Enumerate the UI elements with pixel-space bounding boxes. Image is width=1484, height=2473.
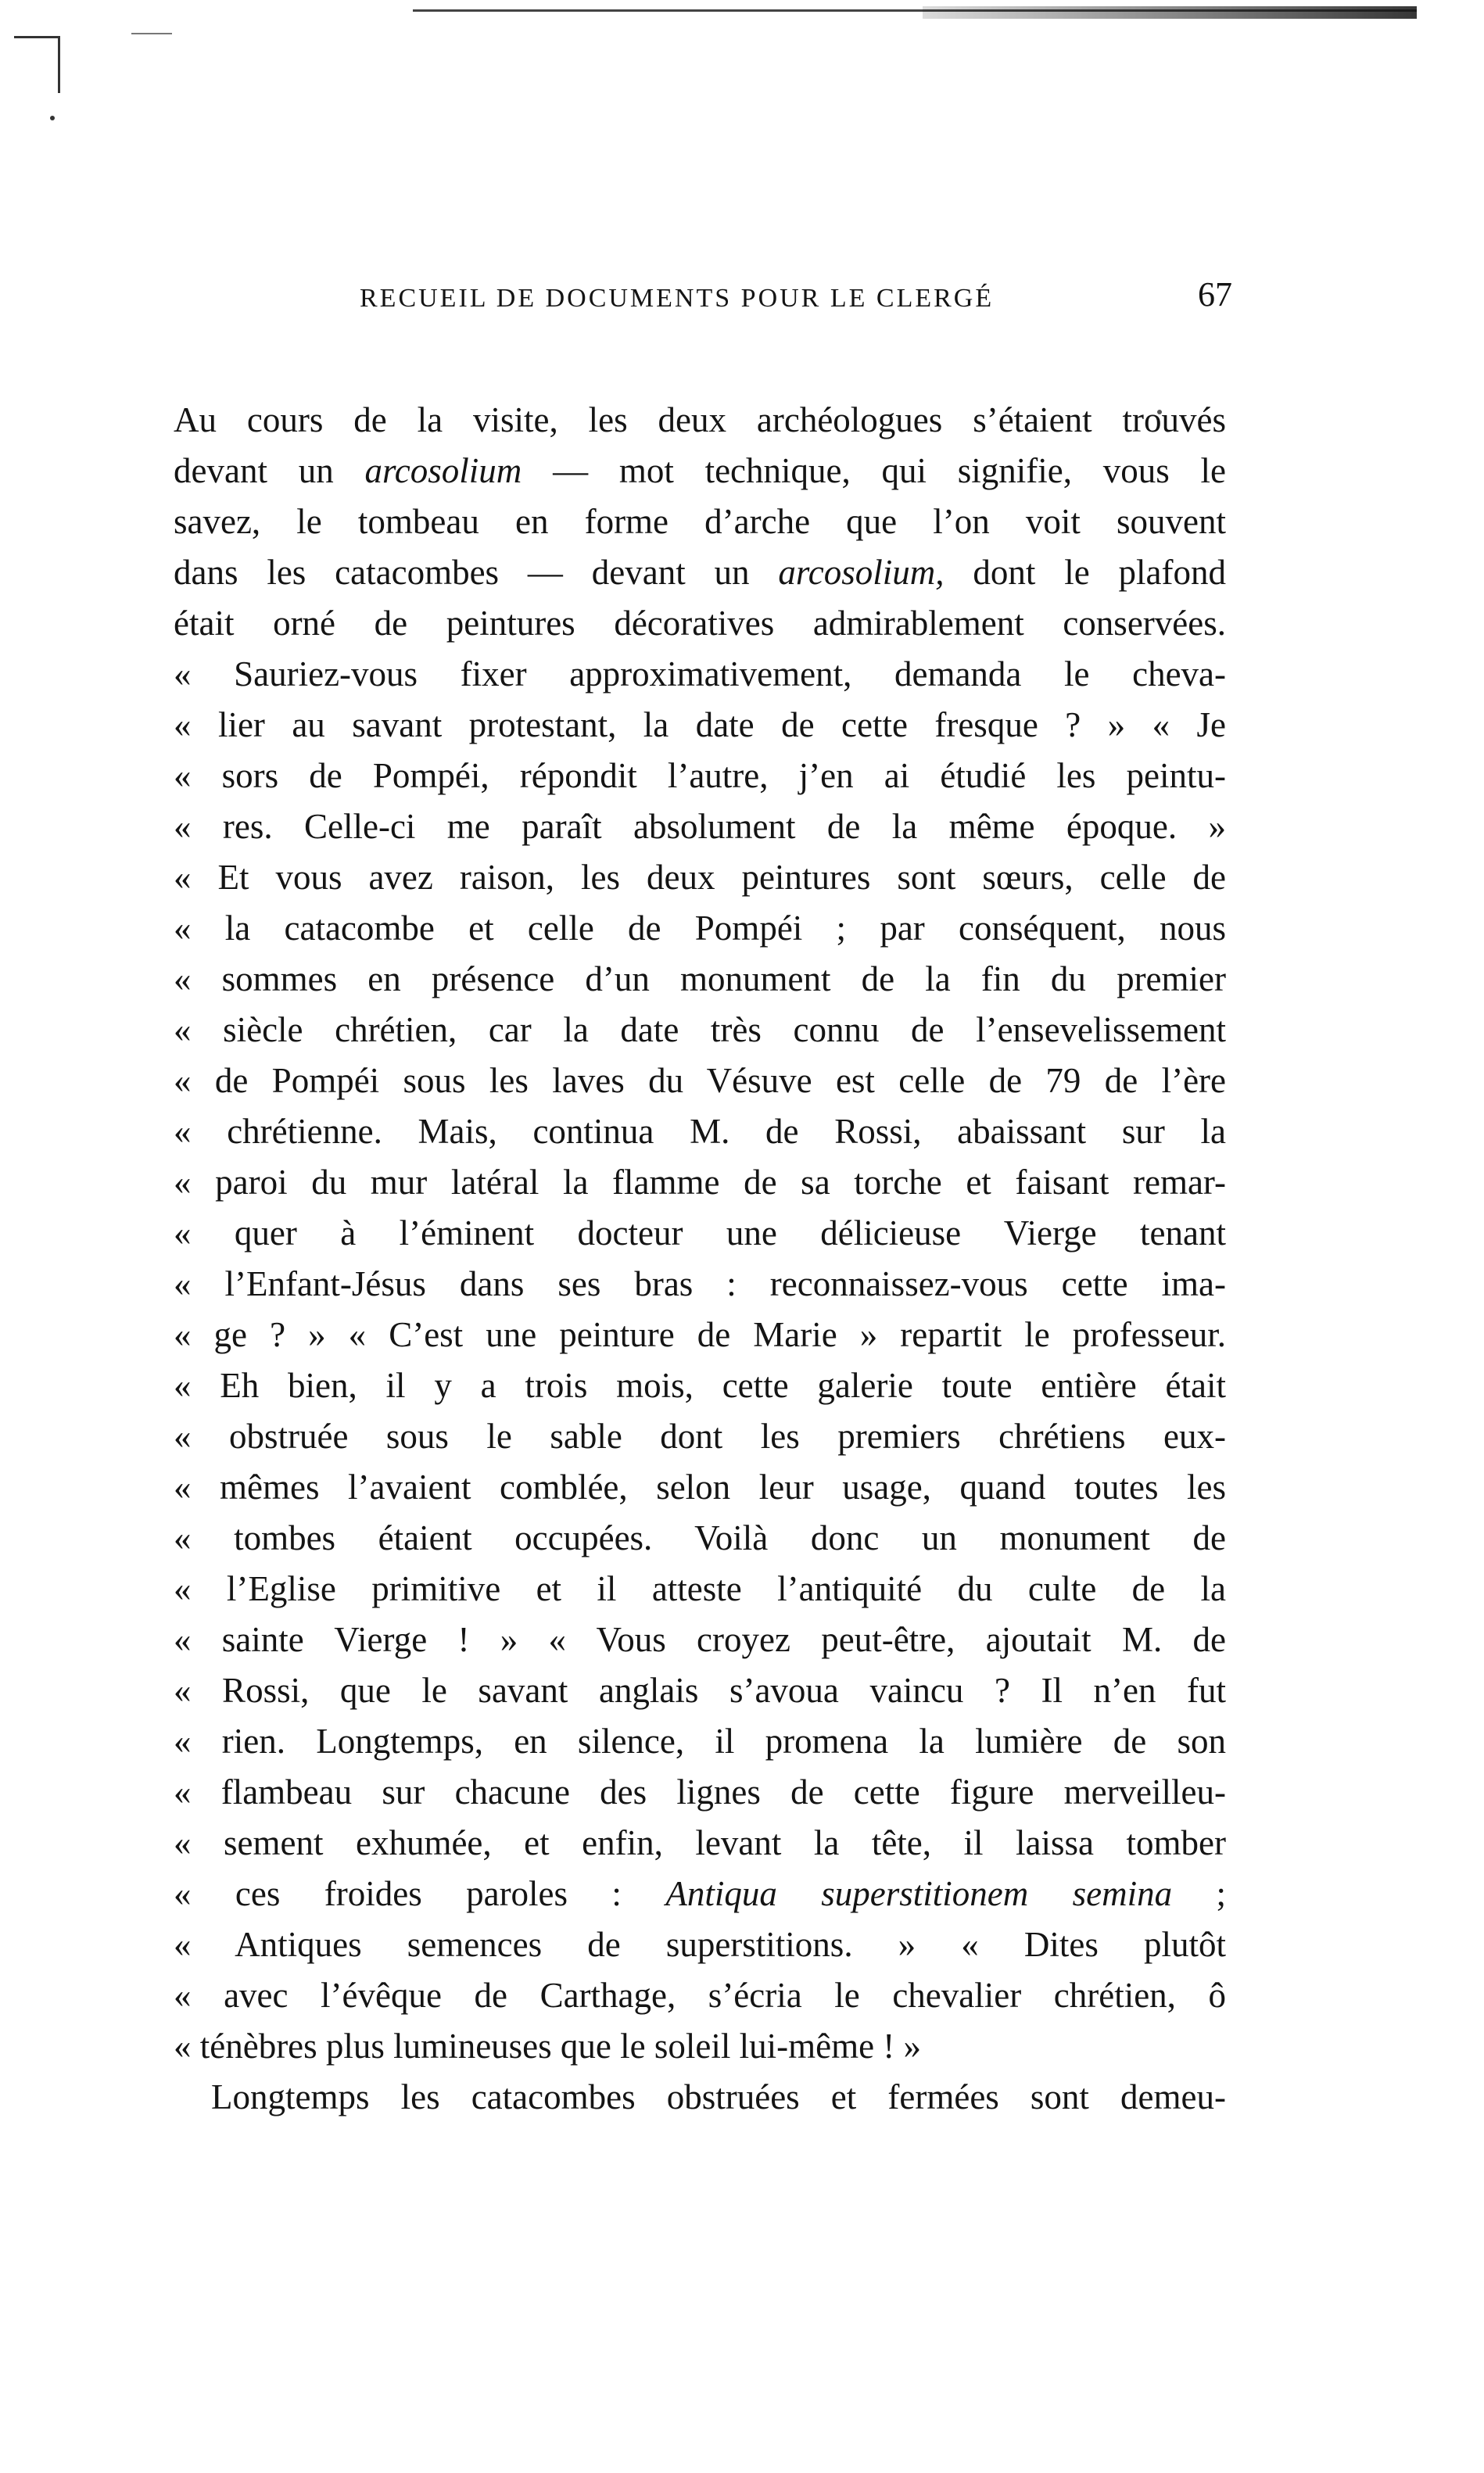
text-line bbox=[174, 1818, 1226, 1869]
text-run: « l’Eglise primitive et il atteste l’antiquité du culte de la bbox=[174, 1569, 1226, 1608]
text-run: « de Pompéi sous les laves du Vésuve est celle de 79 de l’ère bbox=[174, 1061, 1226, 1100]
text-line bbox=[174, 1106, 1226, 1157]
text-run: « l’Enfant-Jésus dans ses bras : reconnaissez-vous cette ima- bbox=[174, 1264, 1226, 1303]
text-line bbox=[174, 1056, 1226, 1106]
text-run: « chrétienne. Mais, continua M. de Rossi, abaissant sur la bbox=[174, 1112, 1226, 1151]
text-line bbox=[174, 1919, 1226, 1970]
text-line bbox=[174, 1869, 1226, 1919]
italic-term: arcosolium bbox=[364, 451, 522, 490]
text-run: « ténèbres plus lumineuses que le soleil lui-même ! » bbox=[174, 2027, 922, 2066]
text-run: « quer à l’éminent docteur une délicieuse Vierge tenant bbox=[174, 1213, 1226, 1253]
text-run: « sors de Pompéi, répondit l’autre, j’en ai étudié les peintu- bbox=[174, 756, 1226, 795]
text-line bbox=[174, 1411, 1226, 1462]
text-run: dans les catacombes — devant un bbox=[174, 553, 779, 592]
text-run: dont le plafond bbox=[944, 553, 1226, 592]
text-line bbox=[174, 1716, 1226, 1767]
text-run: « obstruée sous le sable dont les premiers chrétiens eux- bbox=[174, 1417, 1226, 1456]
body-text bbox=[174, 395, 1226, 2123]
italic-term: Antiqua superstitionem semina bbox=[665, 1874, 1173, 1913]
text-line bbox=[174, 700, 1226, 751]
text-run: « Eh bien, il y a trois mois, cette galerie toute entière était bbox=[174, 1366, 1226, 1405]
text-line bbox=[174, 751, 1226, 801]
text-line bbox=[174, 1005, 1226, 1056]
text-run: savez, le tombeau en forme d’arche que l’on voit souvent bbox=[174, 502, 1226, 541]
text-line bbox=[174, 1310, 1226, 1360]
text-run: « mêmes l’avaient comblée, selon leur usage, quand toutes les bbox=[174, 1468, 1226, 1507]
text-line bbox=[174, 903, 1226, 954]
text-line bbox=[174, 1970, 1226, 2021]
text-run: — mot technique, qui signifie, vous le bbox=[522, 451, 1226, 490]
text-run: « ces froides paroles : bbox=[174, 1874, 666, 1913]
text-run: était orné de peintures décoratives admirablement conservées. bbox=[174, 604, 1226, 643]
text-run: « sement exhumée, et enfin, levant la tête, il laissa tomber bbox=[174, 1823, 1226, 1862]
text-run: « paroi du mur latéral la flamme de sa torche et faisant remar- bbox=[174, 1163, 1226, 1202]
text-run: « Sauriez-vous fixer approximativement, demanda le cheva- bbox=[174, 654, 1226, 694]
text-run: « Antiques semences de superstitions. » « Dites plutôt bbox=[174, 1925, 1226, 1964]
text-line bbox=[174, 1513, 1226, 1564]
text-run: « rien. Longtemps, en silence, il promena la lumière de son bbox=[174, 1722, 1226, 1761]
text-run: « res. Celle-ci me paraît absolument de la même époque. » bbox=[174, 807, 1226, 846]
text-line bbox=[174, 1208, 1226, 1259]
text-line bbox=[174, 547, 1226, 598]
text-run: « flambeau sur chacune des lignes de cette figure merveilleu- bbox=[174, 1772, 1226, 1812]
scan-dot bbox=[50, 116, 55, 120]
text-line bbox=[174, 1767, 1226, 1818]
text-line bbox=[174, 446, 1226, 496]
text-run: « sommes en présence d’un monument de la fin du premier bbox=[174, 959, 1226, 998]
text-line bbox=[174, 1259, 1226, 1310]
text-run: « la catacombe et celle de Pompéi ; par conséquent, nous bbox=[174, 909, 1226, 948]
text-line bbox=[174, 801, 1226, 852]
text-line bbox=[174, 1665, 1226, 1716]
text-run: « Rossi, que le savant anglais s’avoua vaincu ? Il n’en fut bbox=[174, 1671, 1226, 1710]
scan-edge-shadow bbox=[923, 6, 1417, 19]
text-line bbox=[174, 2021, 1226, 2072]
italic-term: arcosolium, bbox=[778, 553, 945, 592]
text-line bbox=[174, 649, 1226, 700]
text-run: « avec l’évêque de Carthage, s’écria le chevalier chrétien, ô bbox=[174, 1976, 1226, 2015]
text-run: « lier au savant protestant, la date de cette fresque ? » « Je bbox=[174, 705, 1226, 744]
text-run: ; bbox=[1172, 1874, 1226, 1913]
text-run: « ge ? » « C’est une peinture de Marie » repartit le professeur. bbox=[174, 1315, 1226, 1354]
text-line bbox=[174, 954, 1226, 1005]
text-line bbox=[174, 598, 1226, 649]
text-run: Longtemps les catacombes obstruées et fermées sont demeu- bbox=[211, 2077, 1226, 2116]
text-line bbox=[174, 1615, 1226, 1665]
text-run: « siècle chrétien, car la date très connu de l’ensevelissement bbox=[174, 1010, 1226, 1049]
text-line bbox=[174, 2072, 1226, 2123]
text-run: Au cours de la visite, les deux archéologues s’étaient trouvés bbox=[174, 400, 1226, 439]
text-line bbox=[174, 1462, 1226, 1513]
scan-dash bbox=[131, 33, 172, 34]
page-number: 67 bbox=[1198, 275, 1232, 314]
text-run: « Et vous avez raison, les deux peintures sont sœurs, celle de bbox=[174, 858, 1226, 897]
text-run: devant un bbox=[174, 451, 365, 490]
scan-corner-mark bbox=[14, 36, 60, 93]
text-line bbox=[174, 1564, 1226, 1615]
running-head: RECUEIL DE DOCUMENTS POUR LE CLERGÉ bbox=[360, 284, 995, 313]
text-line bbox=[174, 496, 1226, 547]
text-run: « tombes étaient occupées. Voilà donc un monument de bbox=[174, 1518, 1226, 1557]
text-line bbox=[174, 1157, 1226, 1208]
text-line bbox=[174, 395, 1226, 446]
text-run: « sainte Vierge ! » « Vous croyez peut-être, ajoutait M. de bbox=[174, 1620, 1226, 1659]
text-line bbox=[174, 1360, 1226, 1411]
text-line bbox=[174, 852, 1226, 903]
